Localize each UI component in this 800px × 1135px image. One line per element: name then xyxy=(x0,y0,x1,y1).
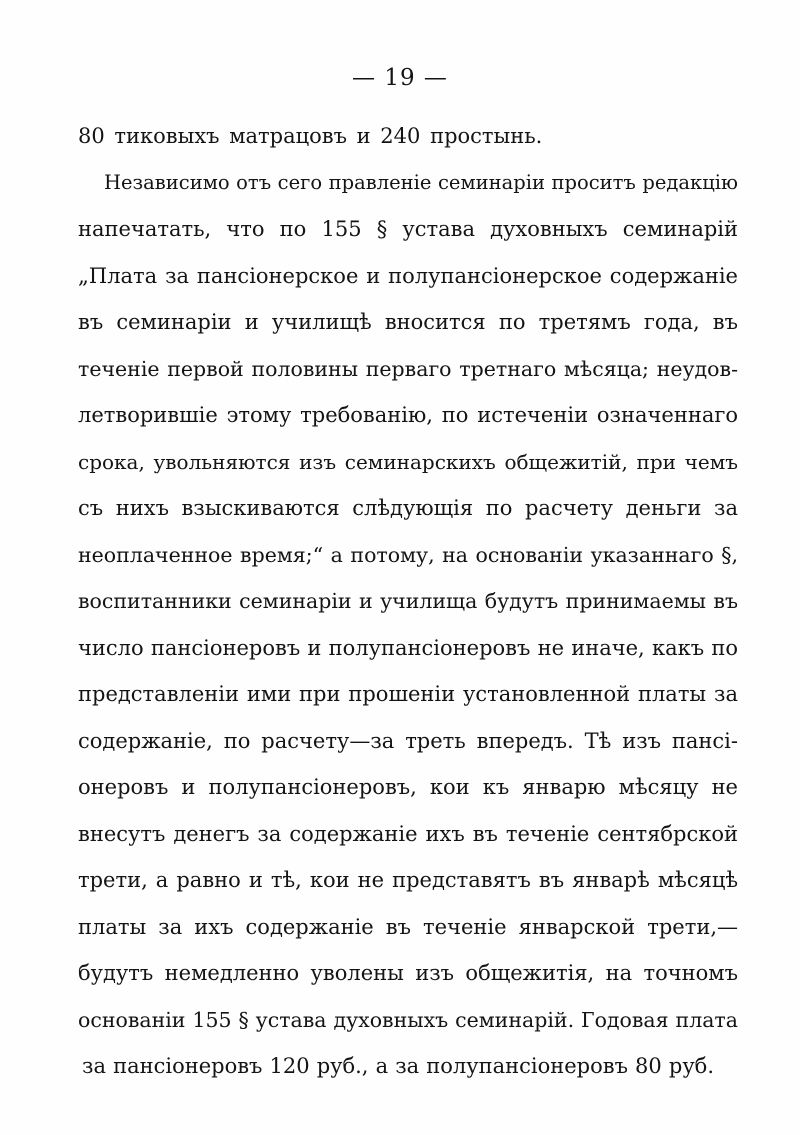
text-line: будутъ немедленно уволены изъ общежитія, на точномъ xyxy=(78,961,738,985)
text-line: онеровъ и полупансіонеровъ, кои къ январю мѣсяцу не xyxy=(78,775,738,799)
text-line: трети, а равно и тѣ, кои не представятъ въ январѣ мѣсяцѣ xyxy=(78,868,738,892)
text-line: 80 тиковыхъ матрацовъ и 240 простынь. xyxy=(78,124,543,148)
text-line: содержаніе, по расчету—за треть впередъ. Тѣ изъ пансі- xyxy=(78,728,738,753)
text-line: срока, увольняются изъ семинарскихъ общежитій, при чемъ xyxy=(78,449,738,474)
body-text xyxy=(78,113,738,1090)
text-line: основаніи 155 § устава духовныхъ семинарій. Годовая плата xyxy=(78,1007,738,1032)
text-line: воспитанники семинаріи и училища будутъ принимаемы въ xyxy=(78,589,738,613)
text-line: число пансіонеровъ и полупансіонеровъ не иначе, какъ по xyxy=(78,635,738,660)
page-number: — 19 — xyxy=(352,65,448,91)
text-line: съ нихъ взыскиваются слѣдующія по расчету деньги за xyxy=(78,496,738,520)
text-line: представленіи ими при прошеніи установленной платы за xyxy=(78,682,738,706)
text-line: внесутъ денегъ за содержаніе ихъ въ теченіе сентябрской xyxy=(78,821,738,846)
text-line: платы за ихъ содержаніе въ теченіе январской трети,— xyxy=(78,914,738,939)
text-line: „Плата за пансіонерское и полупансіонерское содержаніе xyxy=(78,263,738,288)
text-line: летворившіе этому требованію, по истеченіи означеннаго xyxy=(78,403,738,427)
text-line: напечатать, что по 155 § устава духовныхъ семинарій xyxy=(78,217,738,241)
text-line: въ семинаріи и училищѣ вносится по третямъ года, въ xyxy=(78,310,738,334)
text-line: за пансіонеровъ 120 руб., а за полупансіонеровъ 80 руб. xyxy=(82,1054,714,1078)
text-line: неоплаченное время;“ а потому, на основаніи указаннаго §, xyxy=(78,542,738,567)
text-line: Независимо отъ сего правленіе семинаріи проситъ редакцію xyxy=(104,170,738,194)
text-line: теченіе первой половины перваго третнаго мѣсяца; неудов- xyxy=(78,356,738,381)
